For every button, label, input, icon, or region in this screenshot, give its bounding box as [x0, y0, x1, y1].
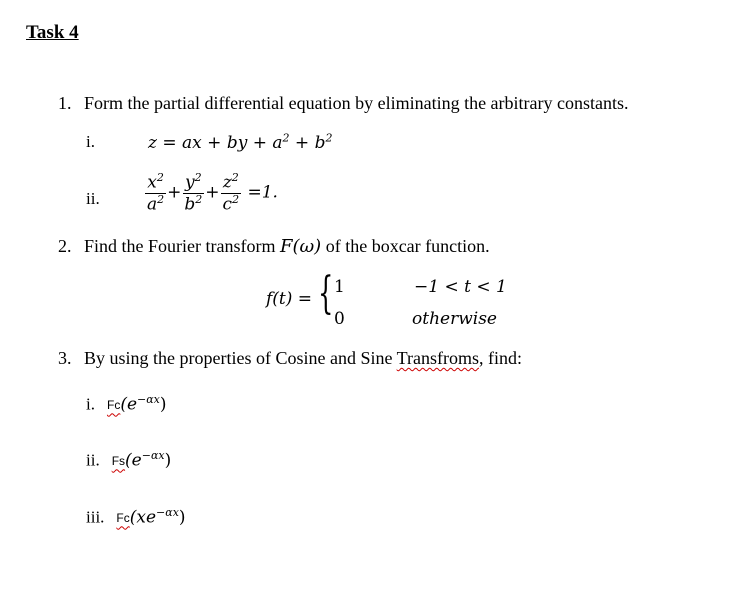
fraction-z: $\frac{z^2}{c^2}$ [222, 171, 240, 215]
q3-item-2-close: ) [164, 450, 172, 471]
q1-sub-i-equation [148, 131, 332, 153]
question-2 [58, 236, 490, 257]
q1-sub-ii-label: ii. [86, 189, 100, 208]
q3-item-3-arg: (xe [129, 507, 157, 528]
question-3 [58, 348, 522, 369]
q3-item-3-close: ) [178, 507, 186, 528]
q3-item-1-operator: Fc [106, 398, 121, 413]
q3-item-2-arg: (e [125, 450, 142, 471]
q3-item-1-exponent: −αx [137, 393, 160, 406]
question-2-number: 2. [58, 236, 72, 256]
q3-item-3-label: iii. [86, 507, 105, 527]
q3-item-1 [86, 393, 167, 414]
question-1 [58, 93, 629, 114]
fraction-x: $\frac{x^2}{a^2}$ [147, 171, 165, 215]
question-2-function: F(ω) [279, 236, 322, 257]
question-3-number: 3. [58, 348, 72, 368]
q1-sub-ii-equation: $\frac{x^2}{a^2}$ + $\frac{y^2}{b^2}$ + $\frac{z^2}{c^2}$ =1. [147, 171, 278, 215]
question-3-text: By using the properties of Cosine and Sine [84, 348, 393, 368]
q3-item-2-operator: Fs [111, 454, 126, 469]
question-3-text-after: , find: [479, 348, 523, 368]
q1-sub-i-label: i. [86, 132, 95, 151]
q3-item-2-exponent: −αx [141, 449, 165, 462]
boxcar-lhs: f(t) = [266, 289, 313, 309]
boxcar-case-1-condition: −1 < t < 1 [414, 277, 507, 297]
fraction-y: $\frac{y^2}{b^2}$ [184, 171, 203, 215]
boxcar-case-2-condition: otherwise [412, 309, 497, 329]
question-2-text: Find the Fourier transform [84, 236, 276, 256]
question-3-flagged-word: Transfroms [396, 348, 480, 368]
question-1-number: 1. [58, 93, 72, 113]
q3-item-3 [86, 506, 186, 527]
boxcar-case-1-value: 1 [334, 277, 345, 297]
q3-item-3-operator: Fc [116, 511, 130, 526]
piecewise-brace: { [318, 268, 334, 319]
q3-item-2 [86, 449, 171, 470]
question-2-text-after: of the boxcar function. [325, 236, 490, 256]
q3-item-1-close: ) [159, 394, 167, 415]
boxcar-case-2-value: 0 [334, 309, 345, 329]
q1-i-math-render: z = ax + by + $a^2 + b^2$ [148, 131, 333, 153]
q3-item-2-label: ii. [86, 450, 100, 470]
q3-item-1-arg: (e [120, 394, 138, 415]
q3-item-1-label: i. [86, 394, 95, 414]
task-title: Task 4 [26, 22, 79, 43]
question-1-text: Form the partial differential equation by eliminating the arbitrary constants. [84, 93, 629, 113]
q3-item-3-exponent: −αx [156, 506, 179, 519]
